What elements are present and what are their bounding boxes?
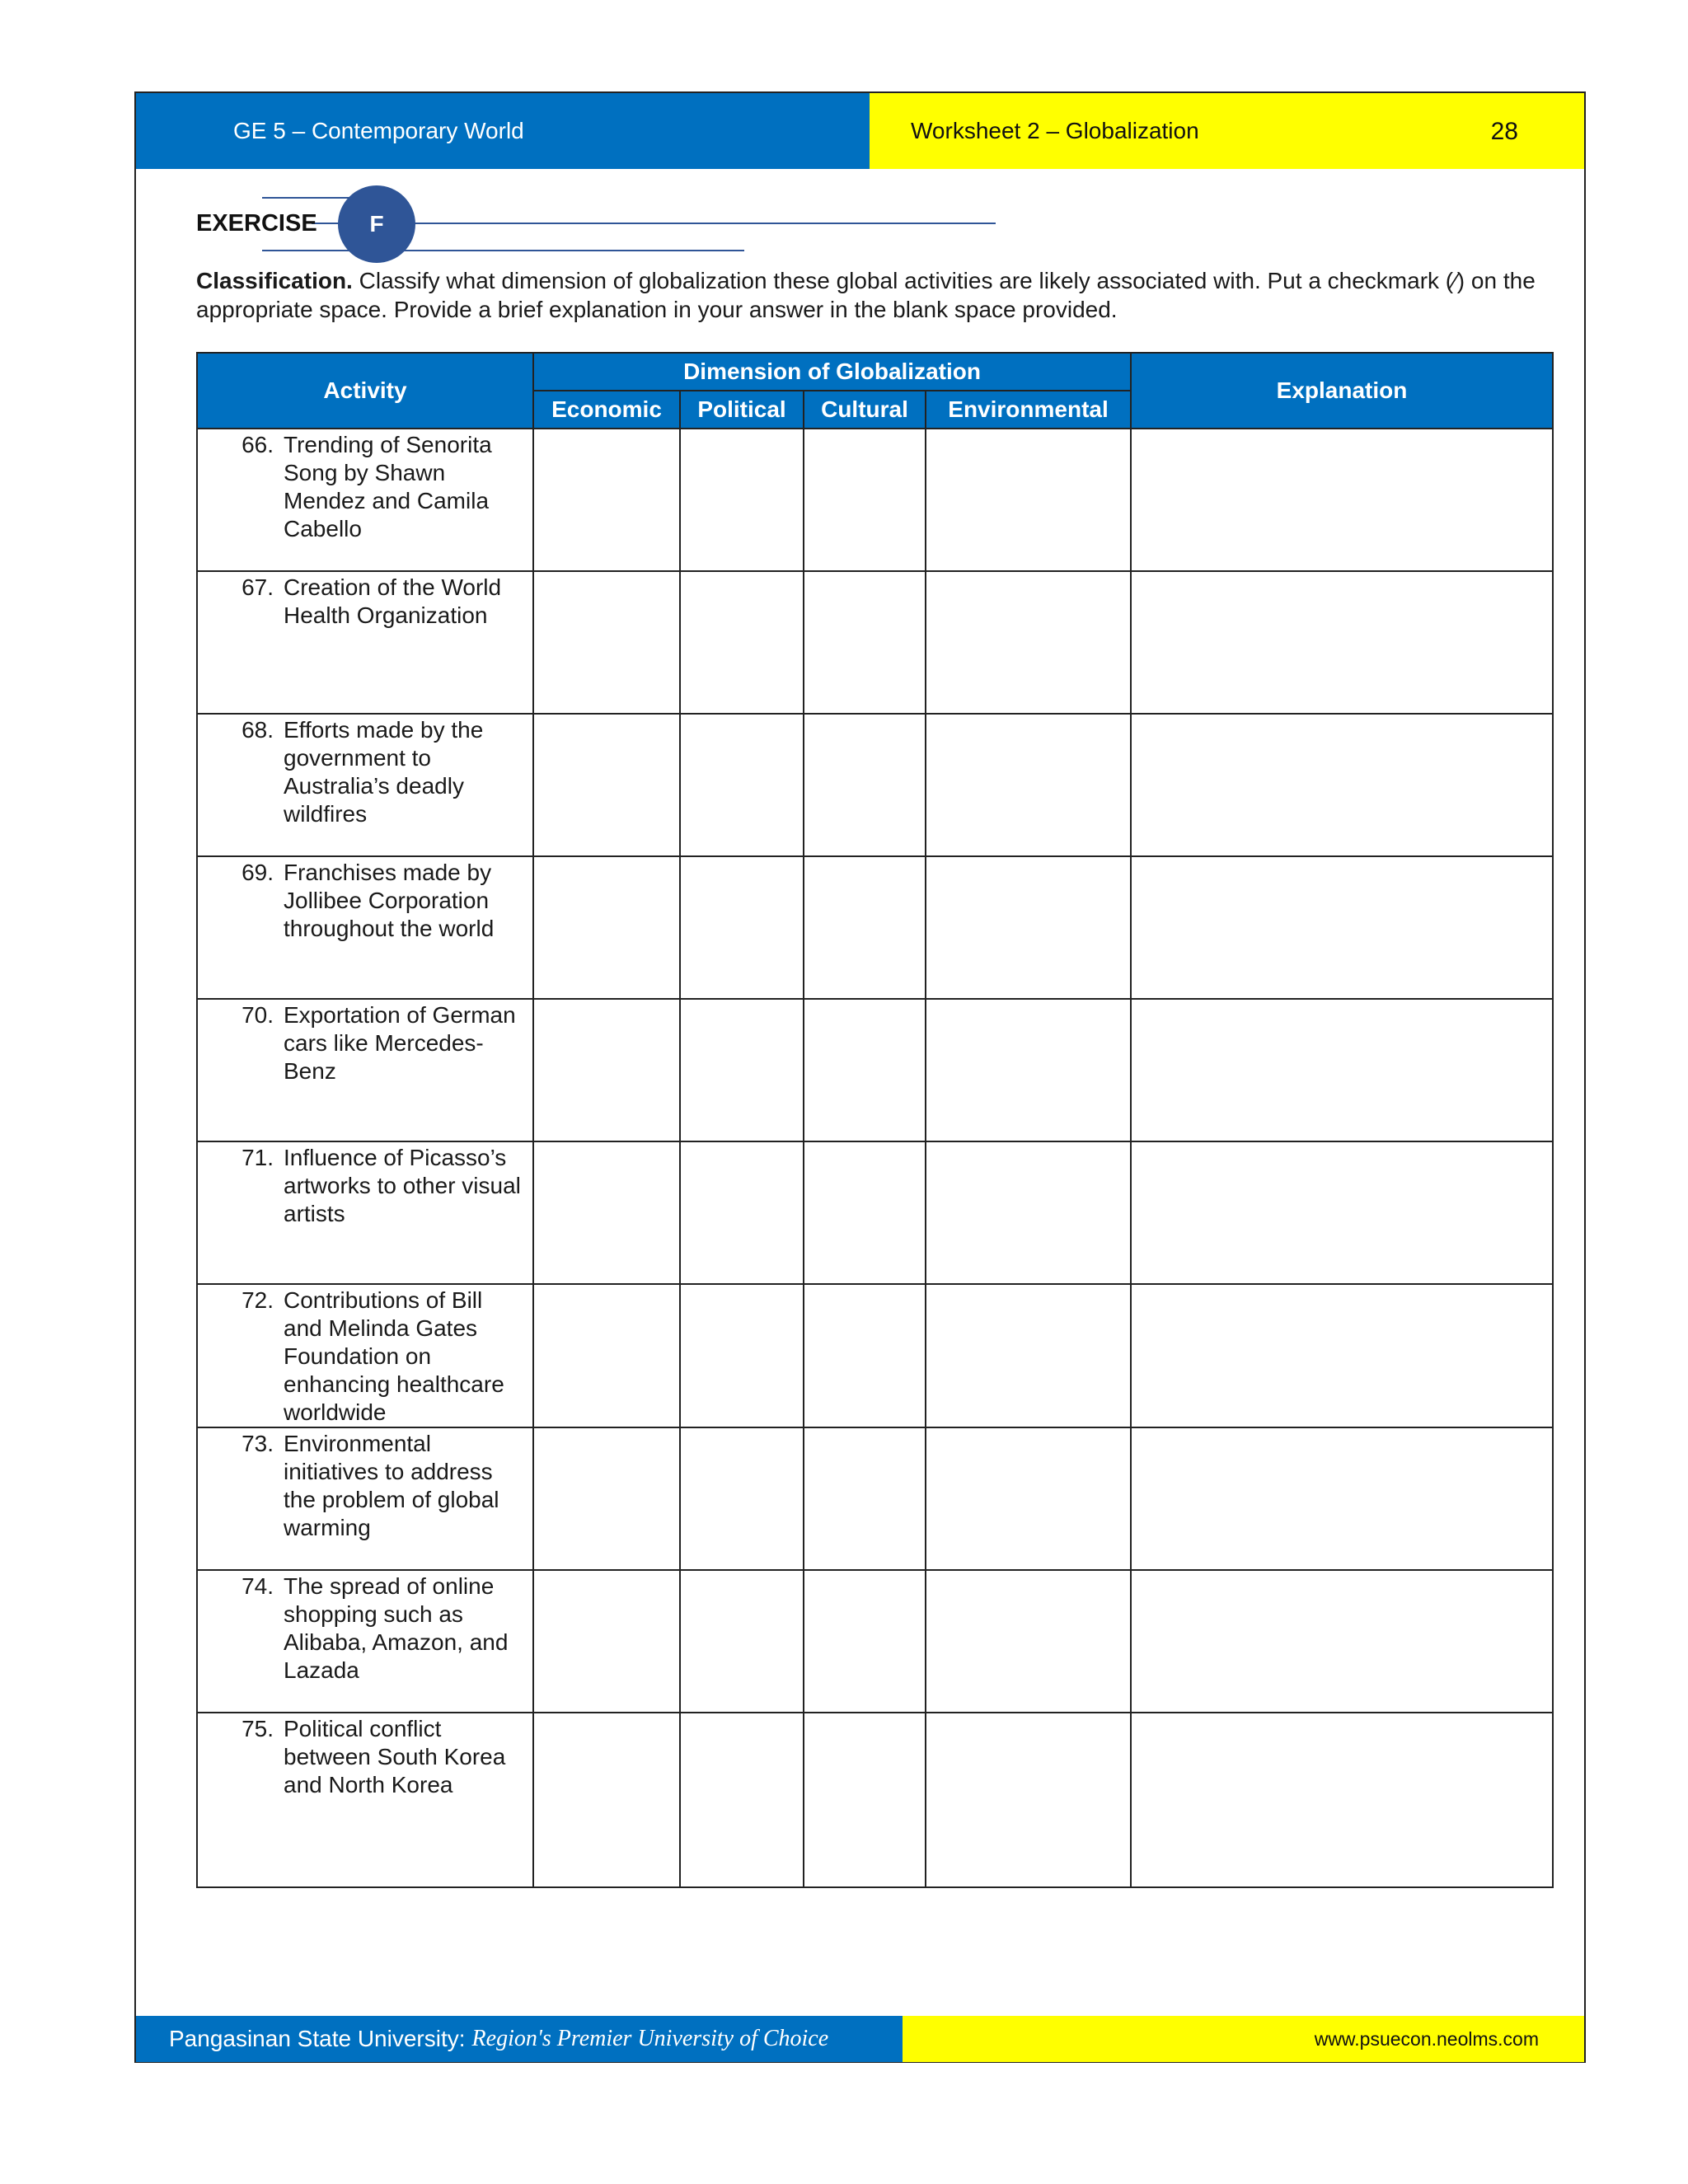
political-cell[interactable]: [680, 429, 804, 571]
activity-cell: [197, 1570, 533, 1713]
activity-item: [198, 1144, 526, 1228]
footer-url: www.psuecon.neolms.com: [1314, 2028, 1539, 2050]
explanation-cell[interactable]: [1131, 999, 1553, 1141]
environmental-cell[interactable]: [926, 1427, 1131, 1570]
activity-item: [198, 859, 526, 943]
political-cell[interactable]: [680, 714, 804, 856]
activity-text: The spread of online shopping such as Alibaba, Amazon, and Lazada: [284, 1573, 509, 1683]
activity-cell: [197, 1284, 533, 1427]
header-worksheet-bar: [870, 93, 1584, 169]
explanation-cell[interactable]: [1131, 429, 1553, 571]
activity-item: [198, 574, 526, 630]
economic-cell[interactable]: [533, 714, 680, 856]
table-row: [197, 714, 1553, 856]
worksheet-title: Worksheet 2 – Globalization: [911, 118, 1199, 143]
cultural-cell[interactable]: [804, 429, 926, 571]
environmental-cell[interactable]: [926, 1713, 1131, 1887]
activity-text: Environmental initiatives to address the problem of global warming: [284, 1431, 499, 1540]
activity-cell: [197, 571, 533, 714]
col-header-dimension: Dimension of Globalization: [533, 353, 1131, 391]
activity-number: 75.: [241, 1716, 274, 1741]
economic-cell[interactable]: [533, 999, 680, 1141]
page-number: 28: [1490, 118, 1518, 145]
activity-number: 73.: [241, 1431, 274, 1456]
political-cell[interactable]: [680, 999, 804, 1141]
table-row: [197, 1141, 1553, 1284]
political-cell[interactable]: [680, 571, 804, 714]
economic-cell[interactable]: [533, 1713, 680, 1887]
cultural-cell[interactable]: [804, 571, 926, 714]
cultural-cell[interactable]: [804, 714, 926, 856]
exercise-letter-badge: F: [338, 185, 415, 263]
activity-cell: [197, 999, 533, 1141]
activity-cell: [197, 1141, 533, 1284]
classification-table: [196, 352, 1554, 1888]
activity-cell: [197, 856, 533, 999]
explanation-cell[interactable]: [1131, 1141, 1553, 1284]
table-row: [197, 1284, 1553, 1427]
decor-line: [262, 250, 744, 251]
activity-text: Influence of Picasso’s artworks to other visual artists: [284, 1145, 521, 1226]
cultural-cell[interactable]: [804, 1427, 926, 1570]
col-header-political: Political: [680, 391, 804, 429]
col-header-economic: Economic: [533, 391, 680, 429]
activity-number: 66.: [241, 432, 274, 457]
economic-cell[interactable]: [533, 571, 680, 714]
table-row: [197, 1713, 1553, 1887]
table-row: [197, 571, 1553, 714]
footer-university: Pangasinan State University:: [169, 2026, 466, 2051]
activity-number: 74.: [241, 1573, 274, 1599]
col-header-explanation: Explanation: [1131, 353, 1553, 429]
economic-cell[interactable]: [533, 1284, 680, 1427]
environmental-cell[interactable]: [926, 856, 1131, 999]
cultural-cell[interactable]: [804, 1141, 926, 1284]
activity-number: 71.: [241, 1145, 274, 1170]
explanation-cell[interactable]: [1131, 1713, 1553, 1887]
table-row: [197, 999, 1553, 1141]
header-course-bar: [136, 93, 870, 169]
table-row: [197, 1570, 1553, 1713]
instructions-lead: Classification.: [196, 268, 353, 293]
cultural-cell[interactable]: [804, 856, 926, 999]
activity-item: [198, 1572, 526, 1685]
activity-cell: [197, 1427, 533, 1570]
course-title: GE 5 – Contemporary World: [233, 118, 524, 143]
activity-item: [198, 1430, 526, 1542]
economic-cell[interactable]: [533, 1427, 680, 1570]
activity-number: 68.: [241, 717, 274, 743]
activity-number: 69.: [241, 860, 274, 885]
instructions: [196, 266, 1540, 324]
table-row: [197, 429, 1553, 571]
explanation-cell[interactable]: [1131, 1570, 1553, 1713]
cultural-cell[interactable]: [804, 1713, 926, 1887]
activity-text: Trending of Senorita Song by Shawn Mendez and Camila Cabello: [284, 432, 492, 541]
political-cell[interactable]: [680, 1141, 804, 1284]
instructions-body: Classify what dimension of globalization these global activities are likely associated with. Put a checkmark (⁄) on the appropriate space. Provide a brief explanation in your answer in the blank space provided.: [196, 268, 1536, 322]
activity-item: [198, 1715, 526, 1799]
political-cell[interactable]: [680, 856, 804, 999]
activity-cell: [197, 714, 533, 856]
footer-university-bar: [136, 2016, 903, 2062]
activity-text: Exportation of German cars like Mercedes-Benz: [284, 1002, 516, 1084]
environmental-cell[interactable]: [926, 1570, 1131, 1713]
explanation-cell[interactable]: [1131, 856, 1553, 999]
footer-slogan: Region's Premier University of Choice: [471, 2026, 829, 2051]
table-row: [197, 856, 1553, 999]
economic-cell[interactable]: [533, 429, 680, 571]
activity-number: 67.: [241, 574, 274, 600]
col-header-activity: Activity: [197, 353, 533, 429]
activity-text: Franchises made by Jollibee Corporation throughout the world: [284, 860, 495, 941]
activity-cell: [197, 1713, 533, 1887]
cultural-cell[interactable]: [804, 999, 926, 1141]
activity-item: [198, 431, 526, 543]
explanation-cell[interactable]: [1131, 714, 1553, 856]
activity-text: Contributions of Bill and Melinda Gates Foundation on enhancing healthcare worldwide: [284, 1287, 504, 1425]
activity-number: 70.: [241, 1002, 274, 1028]
col-header-environmental: Environmental: [926, 391, 1131, 429]
political-cell[interactable]: [680, 1713, 804, 1887]
environmental-cell[interactable]: [926, 999, 1131, 1141]
footer-url-bar: [903, 2016, 1584, 2062]
political-cell[interactable]: [680, 1570, 804, 1713]
activity-text: Creation of the World Health Organization: [284, 574, 502, 628]
table-row: [197, 1427, 1553, 1570]
exercise-label: EXERCISE: [196, 210, 317, 237]
activity-item: [198, 1001, 526, 1085]
col-header-cultural: Cultural: [804, 391, 926, 429]
cultural-cell[interactable]: [804, 1570, 926, 1713]
activity-cell: [197, 429, 533, 571]
activity-item: [198, 1286, 526, 1427]
political-cell[interactable]: [680, 1427, 804, 1570]
activity-text: Political conflict between South Korea and North Korea: [284, 1716, 506, 1797]
activity-text: Efforts made by the government to Australia’s deadly wildfires: [284, 717, 484, 827]
activity-number: 72.: [241, 1287, 274, 1313]
exercise-banner: [196, 185, 823, 260]
economic-cell[interactable]: [533, 1141, 680, 1284]
explanation-cell[interactable]: [1131, 1284, 1553, 1427]
environmental-cell[interactable]: [926, 714, 1131, 856]
political-cell[interactable]: [680, 1284, 804, 1427]
environmental-cell[interactable]: [926, 1284, 1131, 1427]
cultural-cell[interactable]: [804, 1284, 926, 1427]
environmental-cell[interactable]: [926, 1141, 1131, 1284]
environmental-cell[interactable]: [926, 429, 1131, 571]
activity-item: [198, 716, 526, 828]
economic-cell[interactable]: [533, 856, 680, 999]
environmental-cell[interactable]: [926, 571, 1131, 714]
explanation-cell[interactable]: [1131, 1427, 1553, 1570]
economic-cell[interactable]: [533, 1570, 680, 1713]
explanation-cell[interactable]: [1131, 571, 1553, 714]
